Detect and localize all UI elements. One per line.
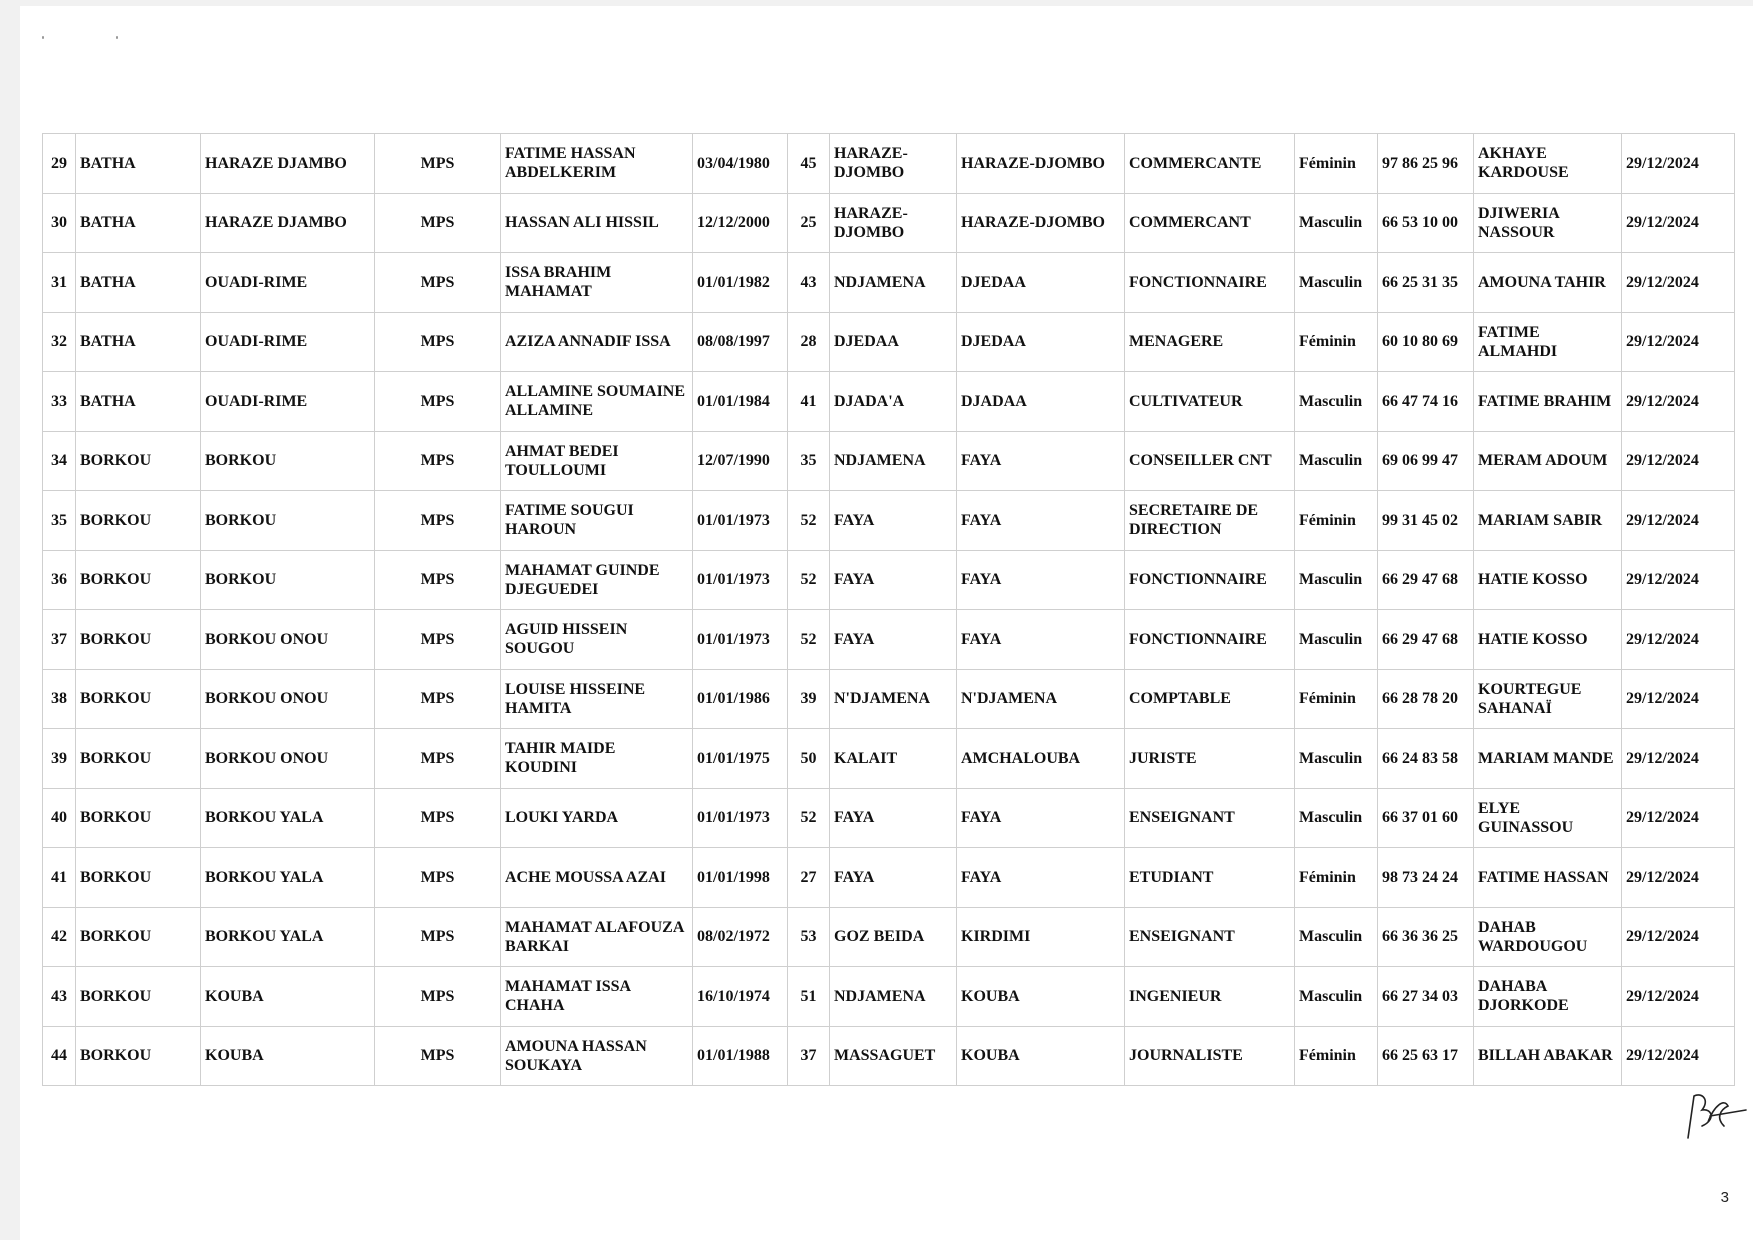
- table-body: [43, 134, 1735, 1086]
- birth-date-cell: 08/08/1997: [693, 312, 788, 372]
- table-row: [43, 907, 1735, 967]
- birth-date-cell: 01/01/1982: [693, 253, 788, 313]
- birth-date-cell: 01/01/1973: [693, 550, 788, 610]
- age-cell: 37: [788, 1026, 830, 1086]
- birthplace-cell: GOZ BEIDA: [830, 907, 957, 967]
- mother-name-cell: HATIE KOSSO: [1474, 610, 1622, 670]
- mother-name-cell: HATIE KOSSO: [1474, 550, 1622, 610]
- mother-name-cell: MARIAM SABIR: [1474, 491, 1622, 551]
- province-cell: BORKOU: [76, 729, 201, 789]
- party-cell: MPS: [375, 788, 501, 848]
- candidate-name-cell: ALLAMINE SOUMAINE ALLAMINE: [501, 372, 693, 432]
- row-number: 34: [43, 431, 76, 491]
- candidate-name-cell: AZIZA ANNADIF ISSA: [501, 312, 693, 372]
- residence-cell: KOUBA: [957, 967, 1125, 1027]
- party-cell: MPS: [375, 729, 501, 789]
- mother-name-cell: MERAM ADOUM: [1474, 431, 1622, 491]
- age-cell: 43: [788, 253, 830, 313]
- scan-speck: [42, 36, 44, 39]
- sex-cell: Masculin: [1295, 610, 1378, 670]
- date-cell: 29/12/2024: [1622, 134, 1735, 194]
- residence-cell: KIRDIMI: [957, 907, 1125, 967]
- phone-cell: 66 28 78 20: [1378, 669, 1474, 729]
- party-cell: MPS: [375, 967, 501, 1027]
- table-row: [43, 193, 1735, 253]
- party-cell: MPS: [375, 431, 501, 491]
- birthplace-cell: NDJAMENA: [830, 431, 957, 491]
- date-cell: 29/12/2024: [1622, 550, 1735, 610]
- province-cell: BORKOU: [76, 669, 201, 729]
- table-row: [43, 431, 1735, 491]
- birthplace-cell: FAYA: [830, 610, 957, 670]
- province-cell: BORKOU: [76, 610, 201, 670]
- profession-cell: ETUDIANT: [1125, 848, 1295, 908]
- province-cell: BORKOU: [76, 431, 201, 491]
- birthplace-cell: DJEDAA: [830, 312, 957, 372]
- date-cell: 29/12/2024: [1622, 610, 1735, 670]
- mother-name-cell: AKHAYE KARDOUSE: [1474, 134, 1622, 194]
- department-cell: HARAZE DJAMBO: [201, 134, 375, 194]
- candidate-name-cell: LOUISE HISSEINE HAMITA: [501, 669, 693, 729]
- mother-name-cell: FATIME ALMAHDI: [1474, 312, 1622, 372]
- sex-cell: Féminin: [1295, 848, 1378, 908]
- department-cell: BORKOU: [201, 431, 375, 491]
- row-number: 33: [43, 372, 76, 432]
- profession-cell: FONCTIONNAIRE: [1125, 610, 1295, 670]
- province-cell: BATHA: [76, 193, 201, 253]
- birthplace-cell: FAYA: [830, 848, 957, 908]
- row-number: 36: [43, 550, 76, 610]
- department-cell: OUADI-RIME: [201, 312, 375, 372]
- candidate-name-cell: FATIME HASSAN ABDELKERIM: [501, 134, 693, 194]
- phone-cell: 66 36 36 25: [1378, 907, 1474, 967]
- department-cell: BORKOU ONOU: [201, 669, 375, 729]
- residence-cell: HARAZE-DJOMBO: [957, 134, 1125, 194]
- residence-cell: AMCHALOUBA: [957, 729, 1125, 789]
- row-number: 40: [43, 788, 76, 848]
- document-page: [20, 6, 1753, 1240]
- residence-cell: DJADAA: [957, 372, 1125, 432]
- phone-cell: 66 37 01 60: [1378, 788, 1474, 848]
- phone-cell: 98 73 24 24: [1378, 848, 1474, 908]
- phone-cell: 66 47 74 16: [1378, 372, 1474, 432]
- age-cell: 53: [788, 907, 830, 967]
- table-row: [43, 253, 1735, 313]
- province-cell: BORKOU: [76, 550, 201, 610]
- residence-cell: HARAZE-DJOMBO: [957, 193, 1125, 253]
- age-cell: 52: [788, 788, 830, 848]
- row-number: 39: [43, 729, 76, 789]
- province-cell: BATHA: [76, 253, 201, 313]
- mother-name-cell: DJIWERIA NASSOUR: [1474, 193, 1622, 253]
- date-cell: 29/12/2024: [1622, 372, 1735, 432]
- party-cell: MPS: [375, 669, 501, 729]
- residence-cell: FAYA: [957, 788, 1125, 848]
- mother-name-cell: MARIAM MANDE: [1474, 729, 1622, 789]
- residence-cell: FAYA: [957, 550, 1125, 610]
- birthplace-cell: N'DJAMENA: [830, 669, 957, 729]
- residence-cell: FAYA: [957, 491, 1125, 551]
- date-cell: 29/12/2024: [1622, 848, 1735, 908]
- row-number: 44: [43, 1026, 76, 1086]
- birthplace-cell: KALAIT: [830, 729, 957, 789]
- sex-cell: Féminin: [1295, 1026, 1378, 1086]
- table-row: [43, 312, 1735, 372]
- birth-date-cell: 16/10/1974: [693, 967, 788, 1027]
- department-cell: KOUBA: [201, 1026, 375, 1086]
- row-number: 35: [43, 491, 76, 551]
- birth-date-cell: 01/01/1973: [693, 788, 788, 848]
- age-cell: 41: [788, 372, 830, 432]
- table-row: [43, 372, 1735, 432]
- party-cell: MPS: [375, 134, 501, 194]
- table-row: [43, 550, 1735, 610]
- sex-cell: Masculin: [1295, 431, 1378, 491]
- sex-cell: Féminin: [1295, 669, 1378, 729]
- row-number: 43: [43, 967, 76, 1027]
- date-cell: 29/12/2024: [1622, 253, 1735, 313]
- birth-date-cell: 01/01/1984: [693, 372, 788, 432]
- candidate-name-cell: AMOUNA HASSAN SOUKAYA: [501, 1026, 693, 1086]
- sex-cell: Masculin: [1295, 550, 1378, 610]
- age-cell: 52: [788, 491, 830, 551]
- province-cell: BORKOU: [76, 848, 201, 908]
- department-cell: BORKOU: [201, 550, 375, 610]
- profession-cell: COMMERCANTE: [1125, 134, 1295, 194]
- age-cell: 51: [788, 967, 830, 1027]
- date-cell: 29/12/2024: [1622, 967, 1735, 1027]
- residence-cell: FAYA: [957, 431, 1125, 491]
- residence-cell: N'DJAMENA: [957, 669, 1125, 729]
- province-cell: BORKOU: [76, 907, 201, 967]
- sex-cell: Masculin: [1295, 907, 1378, 967]
- department-cell: BORKOU: [201, 491, 375, 551]
- mother-name-cell: FATIME BRAHIM: [1474, 372, 1622, 432]
- party-cell: MPS: [375, 253, 501, 313]
- candidate-name-cell: ISSA BRAHIM MAHAMAT: [501, 253, 693, 313]
- sex-cell: Féminin: [1295, 134, 1378, 194]
- candidate-name-cell: TAHIR MAIDE KOUDINI: [501, 729, 693, 789]
- sex-cell: Féminin: [1295, 491, 1378, 551]
- birth-date-cell: 12/12/2000: [693, 193, 788, 253]
- date-cell: 29/12/2024: [1622, 1026, 1735, 1086]
- party-cell: MPS: [375, 550, 501, 610]
- table-row: [43, 967, 1735, 1027]
- scan-speck: [116, 36, 118, 39]
- phone-cell: 66 25 31 35: [1378, 253, 1474, 313]
- candidate-name-cell: LOUKI YARDA: [501, 788, 693, 848]
- birth-date-cell: 08/02/1972: [693, 907, 788, 967]
- table-row: [43, 729, 1735, 789]
- birthplace-cell: FAYA: [830, 491, 957, 551]
- row-number: 38: [43, 669, 76, 729]
- phone-cell: 69 06 99 47: [1378, 431, 1474, 491]
- table-row: [43, 1026, 1735, 1086]
- birthplace-cell: FAYA: [830, 550, 957, 610]
- date-cell: 29/12/2024: [1622, 669, 1735, 729]
- province-cell: BORKOU: [76, 491, 201, 551]
- candidate-name-cell: HASSAN ALI HISSIL: [501, 193, 693, 253]
- date-cell: 29/12/2024: [1622, 491, 1735, 551]
- birth-date-cell: 01/01/1973: [693, 491, 788, 551]
- department-cell: KOUBA: [201, 967, 375, 1027]
- party-cell: MPS: [375, 372, 501, 432]
- sex-cell: Masculin: [1295, 967, 1378, 1027]
- sex-cell: Masculin: [1295, 193, 1378, 253]
- profession-cell: CULTIVATEUR: [1125, 372, 1295, 432]
- sex-cell: Féminin: [1295, 312, 1378, 372]
- page-number: 3: [1720, 1189, 1729, 1206]
- department-cell: OUADI-RIME: [201, 372, 375, 432]
- province-cell: BATHA: [76, 372, 201, 432]
- birth-date-cell: 01/01/1975: [693, 729, 788, 789]
- phone-cell: 66 29 47 68: [1378, 550, 1474, 610]
- province-cell: BORKOU: [76, 788, 201, 848]
- age-cell: 28: [788, 312, 830, 372]
- table-row: [43, 134, 1735, 194]
- department-cell: OUADI-RIME: [201, 253, 375, 313]
- mother-name-cell: DAHAB WARDOUGOU: [1474, 907, 1622, 967]
- age-cell: 45: [788, 134, 830, 194]
- province-cell: BATHA: [76, 134, 201, 194]
- birthplace-cell: NDJAMENA: [830, 253, 957, 313]
- profession-cell: COMMERCANT: [1125, 193, 1295, 253]
- province-cell: BORKOU: [76, 967, 201, 1027]
- mother-name-cell: AMOUNA TAHIR: [1474, 253, 1622, 313]
- residence-cell: DJEDAA: [957, 253, 1125, 313]
- sex-cell: Masculin: [1295, 729, 1378, 789]
- department-cell: BORKOU ONOU: [201, 610, 375, 670]
- mother-name-cell: ELYE GUINASSOU: [1474, 788, 1622, 848]
- phone-cell: 99 31 45 02: [1378, 491, 1474, 551]
- age-cell: 39: [788, 669, 830, 729]
- party-cell: MPS: [375, 848, 501, 908]
- row-number: 31: [43, 253, 76, 313]
- candidate-name-cell: AGUID HISSEIN SOUGOU: [501, 610, 693, 670]
- candidate-table: [42, 133, 1734, 1086]
- phone-cell: 66 29 47 68: [1378, 610, 1474, 670]
- profession-cell: FONCTIONNAIRE: [1125, 253, 1295, 313]
- mother-name-cell: KOURTEGUE SAHANAÏ: [1474, 669, 1622, 729]
- profession-cell: MENAGERE: [1125, 312, 1295, 372]
- candidate-name-cell: MAHAMAT ISSA CHAHA: [501, 967, 693, 1027]
- date-cell: 29/12/2024: [1622, 431, 1735, 491]
- birthplace-cell: NDJAMENA: [830, 967, 957, 1027]
- date-cell: 29/12/2024: [1622, 312, 1735, 372]
- party-cell: MPS: [375, 610, 501, 670]
- phone-cell: 66 25 63 17: [1378, 1026, 1474, 1086]
- row-number: 37: [43, 610, 76, 670]
- mother-name-cell: DAHABA DJORKODE: [1474, 967, 1622, 1027]
- phone-cell: 97 86 25 96: [1378, 134, 1474, 194]
- birth-date-cell: 01/01/1998: [693, 848, 788, 908]
- birth-date-cell: 01/01/1973: [693, 610, 788, 670]
- row-number: 41: [43, 848, 76, 908]
- table-row: [43, 848, 1735, 908]
- birthplace-cell: HARAZE-DJOMBO: [830, 193, 957, 253]
- date-cell: 29/12/2024: [1622, 193, 1735, 253]
- table-row: [43, 610, 1735, 670]
- residence-cell: FAYA: [957, 848, 1125, 908]
- residence-cell: FAYA: [957, 610, 1125, 670]
- department-cell: BORKOU ONOU: [201, 729, 375, 789]
- table-row: [43, 669, 1735, 729]
- candidate-name-cell: MAHAMAT ALAFOUZA BARKAI: [501, 907, 693, 967]
- department-cell: BORKOU YALA: [201, 848, 375, 908]
- table-row: [43, 491, 1735, 551]
- birth-date-cell: 01/01/1988: [693, 1026, 788, 1086]
- age-cell: 27: [788, 848, 830, 908]
- profession-cell: ENSEIGNANT: [1125, 907, 1295, 967]
- date-cell: 29/12/2024: [1622, 729, 1735, 789]
- department-cell: BORKOU YALA: [201, 907, 375, 967]
- birthplace-cell: MASSAGUET: [830, 1026, 957, 1086]
- candidate-name-cell: FATIME SOUGUI HAROUN: [501, 491, 693, 551]
- age-cell: 52: [788, 610, 830, 670]
- profession-cell: FONCTIONNAIRE: [1125, 550, 1295, 610]
- birthplace-cell: HARAZE-DJOMBO: [830, 134, 957, 194]
- party-cell: MPS: [375, 491, 501, 551]
- candidate-name-cell: MAHAMAT GUINDE DJEGUEDEI: [501, 550, 693, 610]
- sex-cell: Masculin: [1295, 788, 1378, 848]
- age-cell: 35: [788, 431, 830, 491]
- handwritten-signature: [1680, 1076, 1750, 1146]
- profession-cell: CONSEILLER CNT: [1125, 431, 1295, 491]
- residence-cell: KOUBA: [957, 1026, 1125, 1086]
- department-cell: HARAZE DJAMBO: [201, 193, 375, 253]
- row-number: 29: [43, 134, 76, 194]
- phone-cell: 66 24 83 58: [1378, 729, 1474, 789]
- birth-date-cell: 01/01/1986: [693, 669, 788, 729]
- row-number: 42: [43, 907, 76, 967]
- party-cell: MPS: [375, 1026, 501, 1086]
- age-cell: 52: [788, 550, 830, 610]
- profession-cell: COMPTABLE: [1125, 669, 1295, 729]
- date-cell: 29/12/2024: [1622, 907, 1735, 967]
- candidate-name-cell: AHMAT BEDEI TOULLOUMI: [501, 431, 693, 491]
- sex-cell: Masculin: [1295, 372, 1378, 432]
- province-cell: BORKOU: [76, 1026, 201, 1086]
- province-cell: BATHA: [76, 312, 201, 372]
- birthplace-cell: FAYA: [830, 788, 957, 848]
- profession-cell: JOURNALISTE: [1125, 1026, 1295, 1086]
- mother-name-cell: FATIME HASSAN: [1474, 848, 1622, 908]
- birth-date-cell: 12/07/1990: [693, 431, 788, 491]
- birthplace-cell: DJADA'A: [830, 372, 957, 432]
- date-cell: 29/12/2024: [1622, 788, 1735, 848]
- profession-cell: SECRETAIRE DE DIRECTION: [1125, 491, 1295, 551]
- age-cell: 25: [788, 193, 830, 253]
- sex-cell: Masculin: [1295, 253, 1378, 313]
- party-cell: MPS: [375, 193, 501, 253]
- residence-cell: DJEDAA: [957, 312, 1125, 372]
- profession-cell: INGENIEUR: [1125, 967, 1295, 1027]
- mother-name-cell: BILLAH ABAKAR: [1474, 1026, 1622, 1086]
- party-cell: MPS: [375, 907, 501, 967]
- department-cell: BORKOU YALA: [201, 788, 375, 848]
- phone-cell: 60 10 80 69: [1378, 312, 1474, 372]
- profession-cell: JURISTE: [1125, 729, 1295, 789]
- birth-date-cell: 03/04/1980: [693, 134, 788, 194]
- phone-cell: 66 27 34 03: [1378, 967, 1474, 1027]
- party-cell: MPS: [375, 312, 501, 372]
- row-number: 32: [43, 312, 76, 372]
- candidate-name-cell: ACHE MOUSSA AZAI: [501, 848, 693, 908]
- phone-cell: 66 53 10 00: [1378, 193, 1474, 253]
- age-cell: 50: [788, 729, 830, 789]
- table-row: [43, 788, 1735, 848]
- row-number: 30: [43, 193, 76, 253]
- profession-cell: ENSEIGNANT: [1125, 788, 1295, 848]
